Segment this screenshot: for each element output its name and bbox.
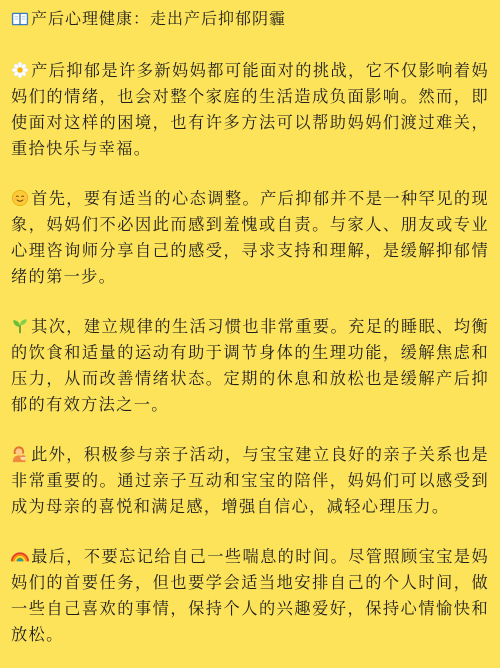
paragraph-routine xyxy=(11,314,489,418)
open-book-icon xyxy=(11,10,29,28)
paragraph-mindset xyxy=(11,186,489,290)
paragraph-intro-text: 产后抑郁是许多新妈妈都可能面对的挑战，它不仅影响着妈妈们的情绪，也会对整个家庭的生活造成负面影响。然而，即使面对这样的困境，也有许多方法可以帮助妈妈们渡过难关，重拾快乐与幸福。 xyxy=(11,61,489,158)
paragraph-mindset-text: 首先，要有适当的心态调整。产后抑郁并不是一种罕见的现象，妈妈们不必因此而感到羞愧或自责。与家人、朋友或专业心理咨询师分享自己的感受，寻求支持和理解，是缓解抑郁情绪的第一步。 xyxy=(11,189,489,286)
daisy-flower-icon xyxy=(11,61,29,79)
paragraph-bonding xyxy=(11,442,489,520)
post-title-text: 产后心理健康：走出产后抑郁阴霾 xyxy=(31,9,287,28)
paragraph-intro xyxy=(11,58,489,162)
seedling-icon xyxy=(11,317,29,335)
paragraph-self-care xyxy=(11,544,489,648)
mother-and-baby-icon xyxy=(11,445,29,463)
relieved-face-icon xyxy=(11,189,29,207)
paragraph-bonding-text: 此外，积极参与亲子活动，与宝宝建立良好的亲子关系也是非常重要的。通过亲子互动和宝宝的陪伴，妈妈们可以感受到成为母亲的喜悦和满足感，增强自信心，减轻心理压力。 xyxy=(11,445,489,516)
paragraph-self-care-text: 最后，不要忘记给自己一些喘息的时间。尽管照顾宝宝是妈妈们的首要任务，但也要学会适当地安排自己的个人时间，做一些自己喜欢的事情，保持个人的兴趣爱好，保持心情愉快和放松。 xyxy=(11,547,489,644)
post-title xyxy=(11,6,489,32)
paragraph-routine-text: 其次，建立规律的生活习惯也非常重要。充足的睡眠、均衡的饮食和适量的运动有助于调节身体的生理功能，缓解焦虑和压力，从而改善情绪状态。定期的休息和放松也是缓解产后抑郁的有效方法之一。 xyxy=(11,317,489,414)
rainbow-icon xyxy=(11,547,29,565)
